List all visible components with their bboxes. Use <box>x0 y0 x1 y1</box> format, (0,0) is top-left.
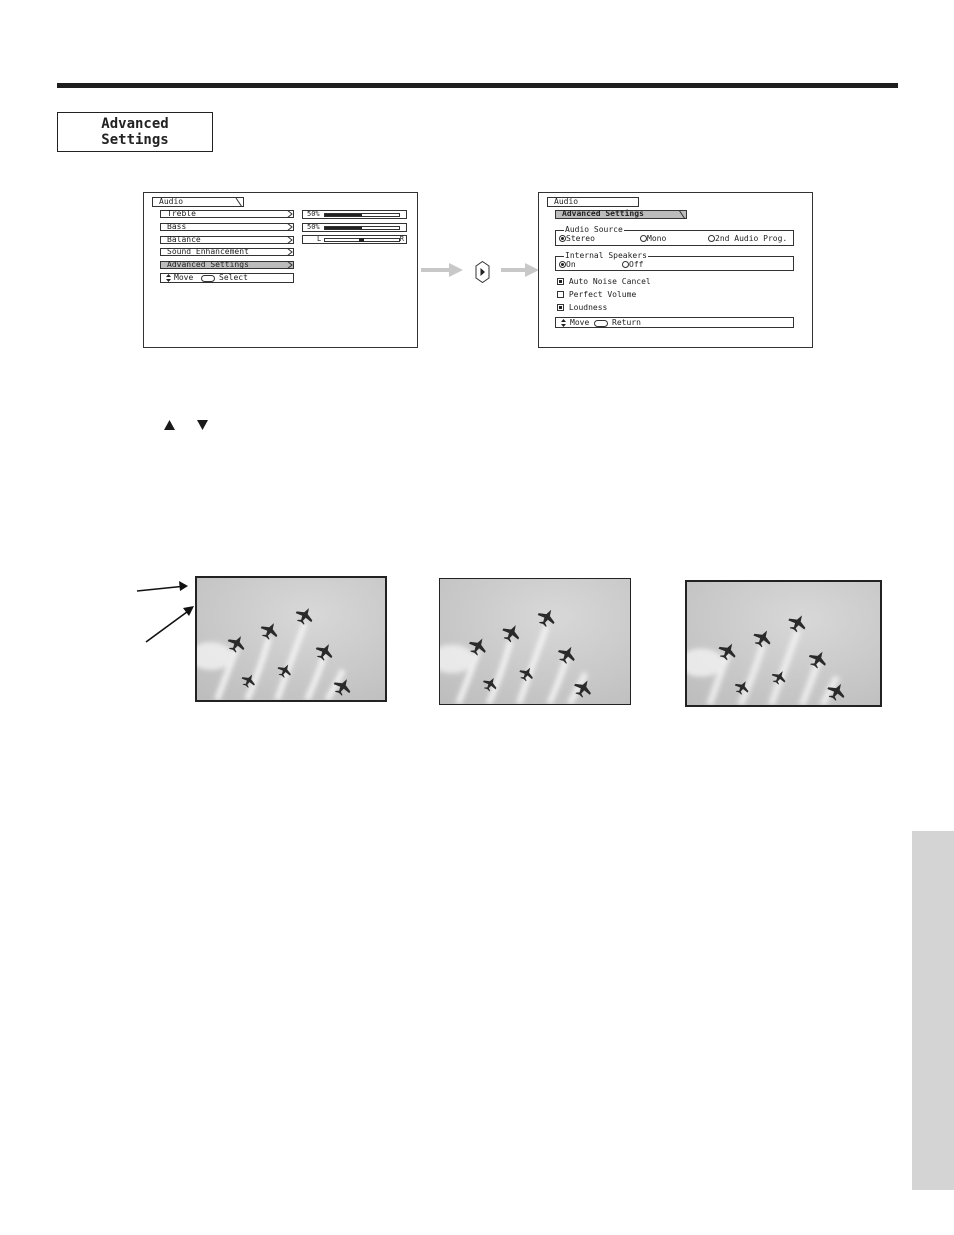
check-perfect-volume[interactable] <box>557 291 636 299</box>
radio-on[interactable] <box>559 261 576 269</box>
radio-on-label: On <box>566 260 576 269</box>
bass-bar <box>324 226 400 230</box>
photo-jets-3 <box>685 580 882 707</box>
chevron-right-icon <box>286 223 294 231</box>
treble-level <box>302 210 407 219</box>
footer-select-label: Select <box>219 273 248 282</box>
menu-item-sound-enhancement-label: Sound Enhancement <box>167 247 249 256</box>
footer-return-label: Return <box>612 318 641 327</box>
audio-menu-header-label: Audio <box>159 197 184 206</box>
jets-formation-image <box>687 582 880 705</box>
radio-2nd-audio-prog[interactable] <box>708 235 787 243</box>
check-loudness-label: Loudness <box>568 303 608 312</box>
audio-menu-screen <box>143 192 418 348</box>
triangle-down-icon <box>197 420 208 430</box>
advanced-settings-screen <box>538 192 813 348</box>
triangle-up-icon <box>164 420 175 430</box>
menu-item-balance[interactable] <box>160 236 294 244</box>
internal-speakers-legend: Internal Speakers <box>565 251 647 260</box>
audio-menu-header <box>152 197 244 207</box>
balance-level <box>302 235 407 244</box>
audio-menu-header <box>547 197 639 207</box>
check-auto-noise-cancel-label: Auto Noise Cancel <box>568 277 651 286</box>
internal-speakers-group <box>555 251 794 271</box>
treble-bar-fill <box>325 214 362 216</box>
check-perfect-volume-label: Perfect Volume <box>568 290 637 299</box>
arrow-right-icon <box>501 262 539 278</box>
balance-left-label: L <box>317 235 322 243</box>
chevron-right-icon <box>286 236 294 244</box>
treble-bar <box>324 213 400 217</box>
remote-right-button-icon <box>475 261 490 283</box>
menu-item-treble-label: Treble <box>167 209 196 218</box>
bass-level-label: 50% <box>307 223 320 231</box>
balance-bar <box>324 238 400 242</box>
radio-2nd-audio-prog-label: 2nd Audio Prog. <box>715 234 788 243</box>
radio-dot-icon <box>559 261 566 268</box>
select-button-icon <box>201 275 215 282</box>
up-down-icon <box>561 319 566 327</box>
tab-corner-icon <box>678 210 686 219</box>
checkbox-icon <box>557 278 564 285</box>
menu-item-balance-label: Balance <box>167 235 201 244</box>
balance-right-label: R <box>399 235 404 243</box>
pointer-arrow-icon <box>136 578 196 644</box>
menu-item-sound-enhancement[interactable] <box>160 248 294 256</box>
check-loudness[interactable] <box>557 304 607 312</box>
menu-item-treble[interactable] <box>160 210 294 218</box>
photo-jets-1 <box>195 576 387 702</box>
audio-menu-header-label: Audio <box>554 197 579 206</box>
jets-formation-image <box>197 578 385 700</box>
radio-stereo-label: Stereo <box>566 234 595 243</box>
tab-corner-icon <box>235 198 243 207</box>
checkbox-icon <box>557 304 564 311</box>
footer-move-label: Move <box>174 273 194 282</box>
radio-mono-label: Mono <box>647 234 667 243</box>
checkbox-icon <box>557 291 564 298</box>
radio-dot-icon <box>559 235 566 242</box>
arrow-right-icon <box>421 262 463 278</box>
radio-dot-icon <box>708 235 715 242</box>
audio-source-legend: Audio Source <box>565 225 623 234</box>
menu-item-advanced-settings[interactable] <box>160 261 294 269</box>
section-title-line2: Settings <box>101 132 169 148</box>
radio-dot-icon <box>640 235 647 242</box>
balance-knob <box>359 238 364 242</box>
treble-level-label: 50% <box>307 210 320 218</box>
radio-stereo[interactable] <box>559 235 595 243</box>
advanced-settings-header <box>555 210 687 219</box>
radio-off-label: Off <box>629 260 644 269</box>
chevron-right-icon <box>286 210 294 218</box>
section-title-box <box>57 112 213 152</box>
menu-footer <box>160 273 294 283</box>
photo-jets-2 <box>439 578 631 705</box>
menu-item-advanced-settings-label: Advanced Settings <box>167 260 249 269</box>
radio-off[interactable] <box>622 261 643 269</box>
menu-footer <box>555 317 794 328</box>
chevron-right-icon <box>286 261 294 269</box>
section-title-line1: Advanced <box>101 116 169 132</box>
audio-source-group <box>555 225 794 246</box>
top-rule <box>57 83 898 88</box>
radio-dot-icon <box>622 261 629 268</box>
return-button-icon <box>594 320 608 327</box>
check-auto-noise-cancel[interactable] <box>557 278 651 286</box>
side-tab <box>912 831 954 1190</box>
advanced-settings-header-label: Advanced Settings <box>562 209 644 218</box>
radio-mono[interactable] <box>640 235 666 243</box>
menu-item-bass[interactable] <box>160 223 294 231</box>
bass-level <box>302 223 407 232</box>
up-down-icon <box>166 274 171 282</box>
footer-move-label: Move <box>570 318 590 327</box>
chevron-right-icon <box>286 248 294 256</box>
jets-formation-image <box>440 579 630 704</box>
menu-item-bass-label: Bass <box>167 222 187 231</box>
bass-bar-fill <box>325 227 362 229</box>
